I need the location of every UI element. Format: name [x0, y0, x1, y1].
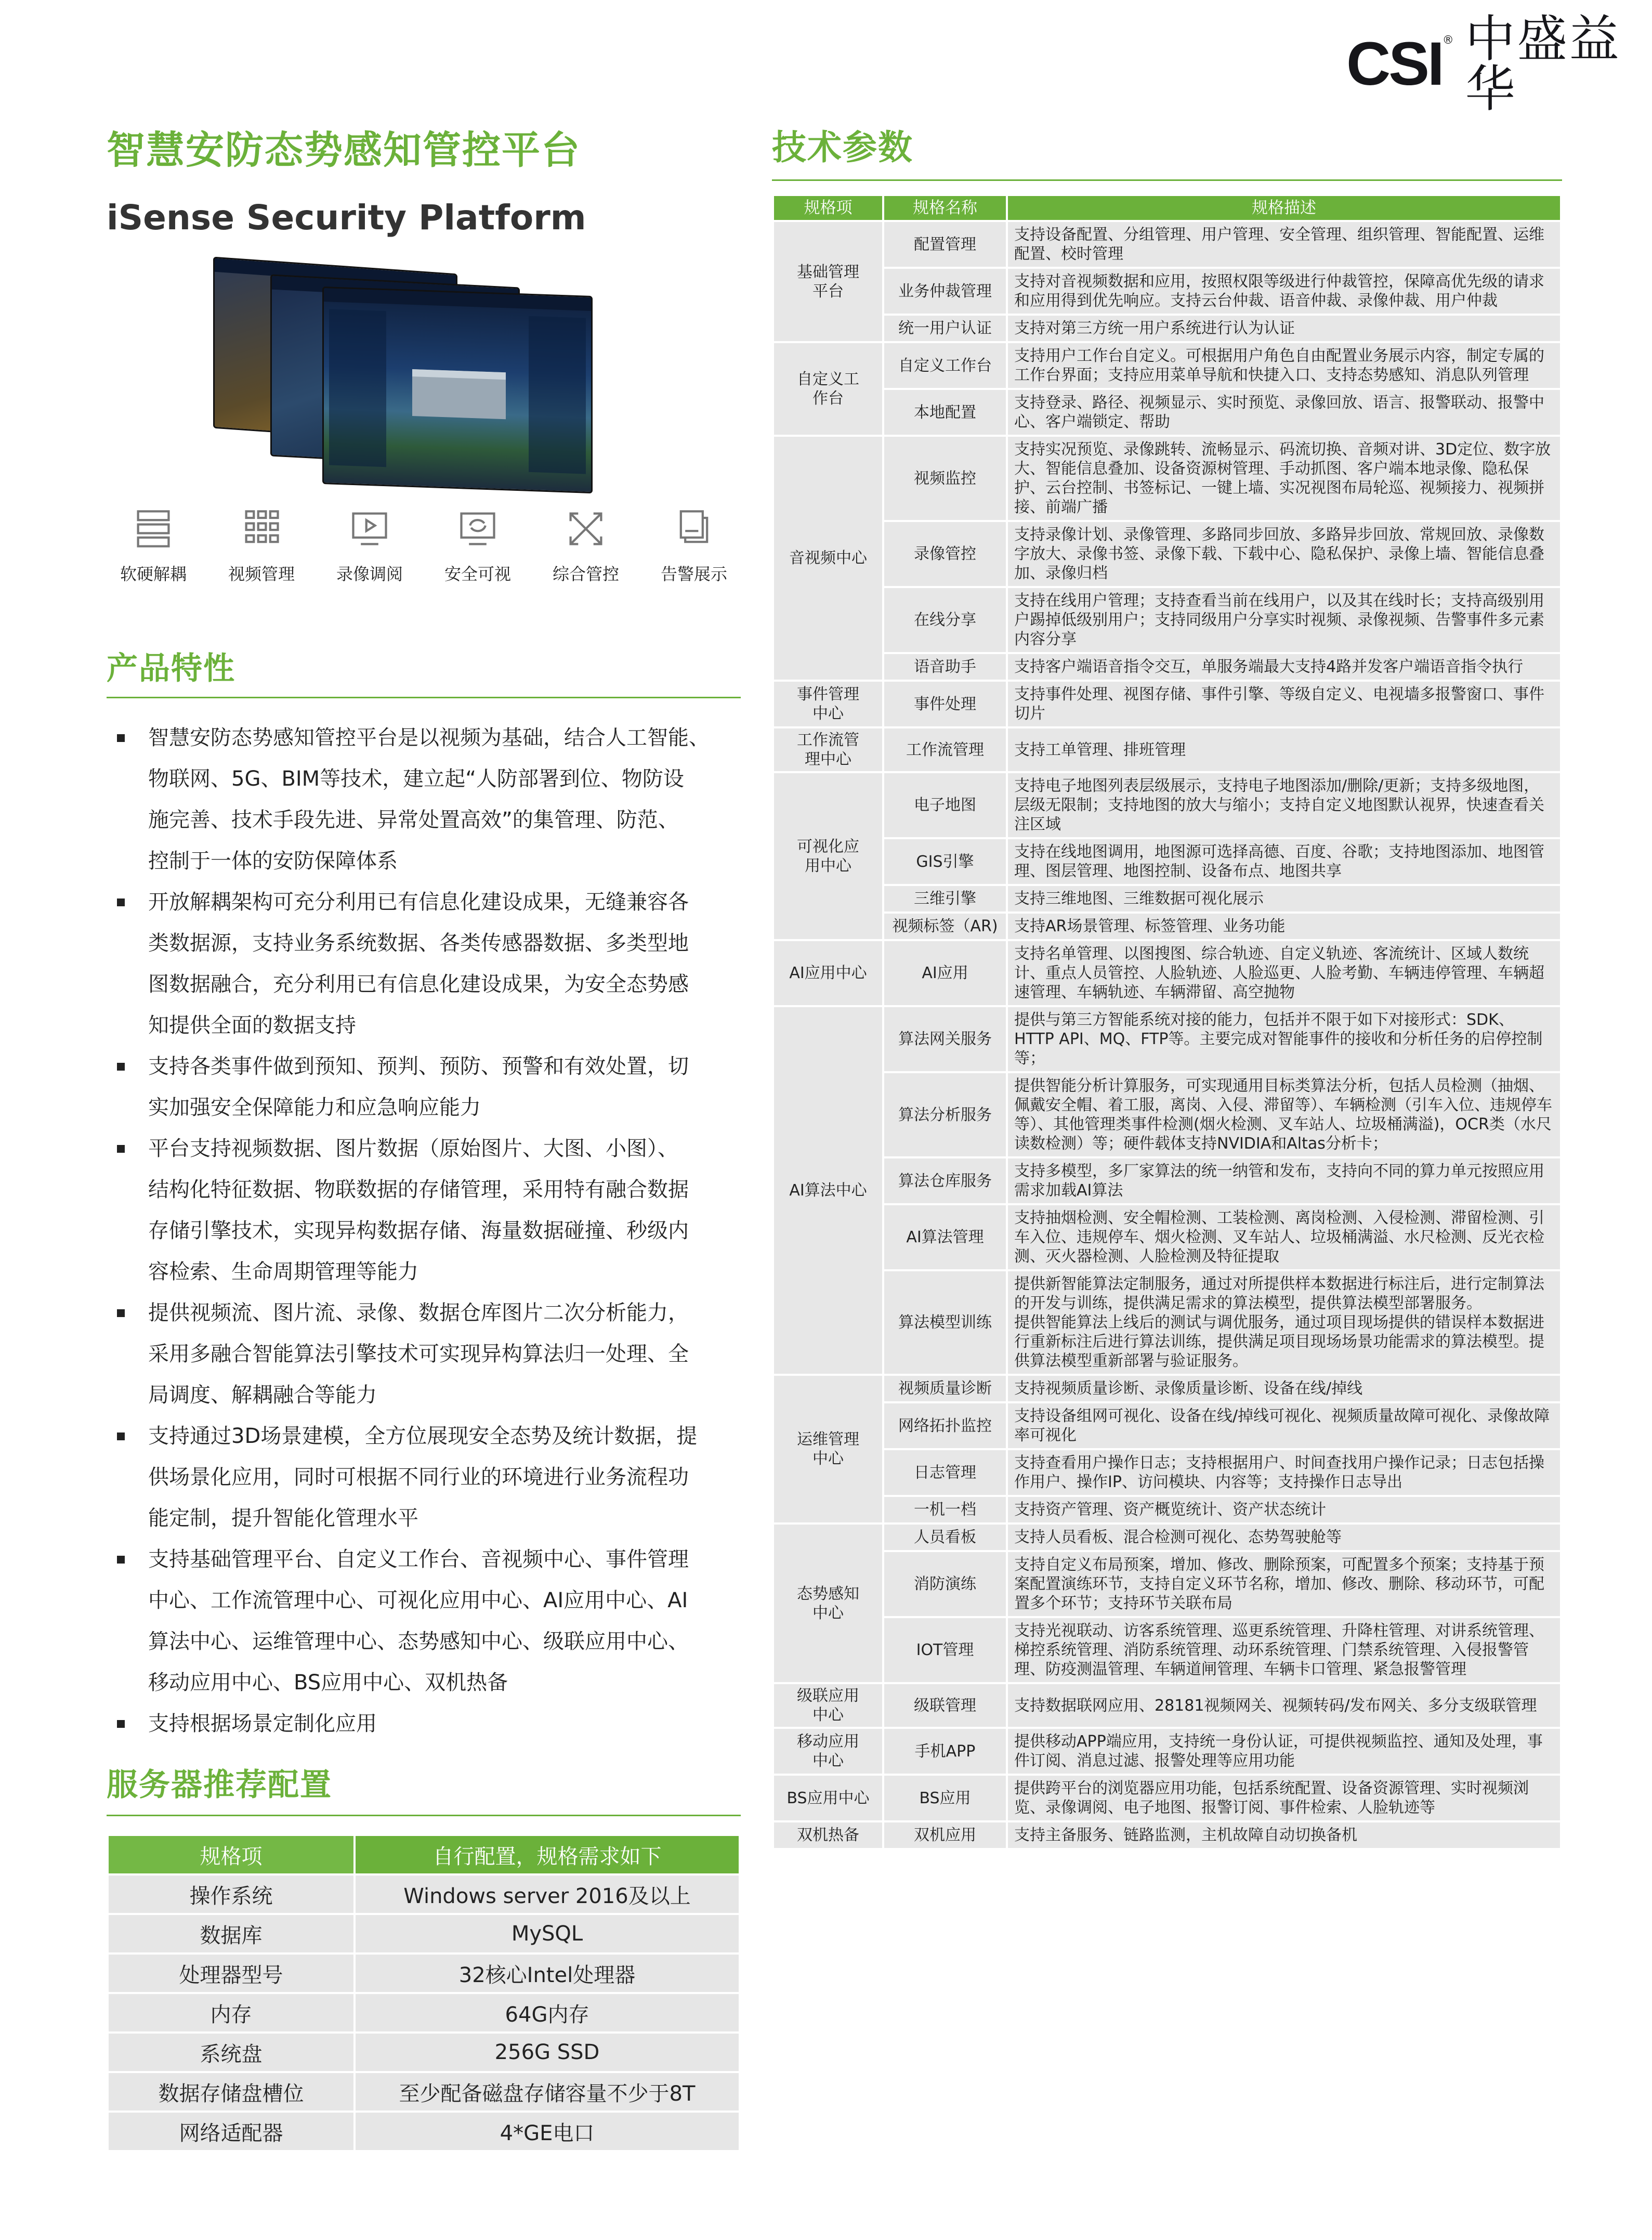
spec-desc-cell: 支持自定义布局预案，增加、修改、删除预案，可配置多个预案；支持基于预案配置演练环节，支持自定义环节名称，增加、修改、删除、移动环节，可配置多个环节；支持环节关联布局: [1007, 1551, 1561, 1617]
spec-key-cell: 操作系统: [108, 1874, 355, 1914]
spec-desc-cell: 支持人员看板、混合检测可视化、态势驾驶舱等: [1007, 1523, 1561, 1551]
feature-bullet: 支持通过3D场景建模，全方位展现安全态势及统计数据，提: [107, 1416, 751, 1457]
tech-table-row: [773, 1072, 1561, 1157]
category-cell: 自定义工 作台: [773, 342, 883, 436]
spec-name-cell: 日志管理: [883, 1449, 1007, 1496]
feature-item: [107, 507, 200, 585]
tech-table-row: [773, 1728, 1561, 1775]
category-cell: BS应用中心: [773, 1775, 883, 1821]
spec-key-cell: 系统盘: [108, 2033, 355, 2072]
tech-header-cell: 规格描述: [1007, 195, 1561, 221]
grid-dots-icon: [240, 507, 283, 551]
spec-desc-cell: 提供新智能算法定制服务，通过对所提供样本数据进行标注后，进行定制算法的开发与训练，提供满足需求的算法模型，提供算法模型部署服务。 提供智能算法上线后的测试与调优服务，通过项目现场提供的错误样本数据进行重新标注后进行算法训练，提供满足项目现场场景功能需求的算法模型。提供算法模型重新部署与验证服务。: [1007, 1270, 1561, 1375]
spec-name-cell: 自定义工作台: [883, 342, 1007, 389]
logo-mark: CSI: [1346, 30, 1443, 98]
tech-table-row: [773, 1775, 1561, 1821]
feature-bullet: 支持根据场景定制化应用: [107, 1703, 751, 1744]
tech-table-row: [773, 1821, 1561, 1849]
tech-table-row: [773, 1270, 1561, 1375]
feature-item: [215, 507, 308, 585]
feature-line: 图数据融合，充分利用已有信息化建设成果，为安全态势感: [148, 972, 689, 996]
monitor-refresh-icon: [456, 507, 500, 551]
spec-desc-cell: 支持设备配置、分组管理、用户管理、安全管理、组织管理、智能配置、运维配置、校时管理: [1007, 221, 1561, 268]
spec-name-cell: 手机APP: [883, 1728, 1007, 1775]
spec-name-cell: 配置管理: [883, 221, 1007, 268]
spec-desc-cell: 支持光视联动、访客系统管理、巡更系统管理、升降柱管理、对讲系统管理、梯控系统管理、消防系统管理、动环系统管理、门禁系统管理、入侵报警管理、防疫测温管理、车辆道闸管理、车辆卡口管理、紧急报警管理: [1007, 1617, 1561, 1683]
spec-name-cell: 一机一档: [883, 1496, 1007, 1523]
spec-value-cell: 至少配备磁盘存储容量不少于8T: [355, 2072, 740, 2112]
spec-value-cell: 32核心Intel处理器: [355, 1954, 740, 1993]
spec-desc-cell: 支持电子地图列表层级展示，支持电子地图添加/删除/更新；支持多级地图，层级无限制；支持地图的放大与缩小；支持自定义地图默认视界，快速查看关注区域: [1007, 772, 1561, 838]
product-screenshot-image: [208, 260, 613, 499]
category-cell: 级联应用 中心: [773, 1683, 883, 1728]
tech-table-row: [773, 1523, 1561, 1551]
arrows-cross-icon: [564, 507, 608, 551]
spec-value-cell: Windows server 2016及以上: [355, 1874, 740, 1914]
spec-name-cell: BS应用: [883, 1775, 1007, 1821]
spec-desc-cell: 支持登录、路径、视频显示、实时预览、录像回放、语言、报警联动、报警中心、客户端锁定、帮助: [1007, 389, 1561, 436]
spec-key-cell: 处理器型号: [108, 1954, 355, 1993]
spec-name-cell: 语音助手: [883, 653, 1007, 681]
feature-label: 录像调阅: [336, 564, 403, 584]
tech-table-row: [773, 221, 1561, 268]
feature-line: 能定制，提升智能化管理水平: [148, 1506, 418, 1530]
spec-key-cell: 网络适配器: [108, 2112, 355, 2151]
tech-table-row: [773, 1496, 1561, 1523]
feature-line: 结构化特征数据、物联数据的存储管理，采用特有融合数据: [148, 1178, 689, 1202]
spec-name-cell: 统一用户认证: [883, 315, 1007, 342]
spec-desc-cell: 支持设备组网可视化、设备在线/掉线可视化、视频质量故障可视化、录像故障率可视化: [1007, 1402, 1561, 1449]
section-divider: [107, 1815, 741, 1816]
spec-desc-cell: 支持资产管理、资产概览统计、资产状态统计: [1007, 1496, 1561, 1523]
spec-desc-cell: 支持对第三方统一用户系统进行认为认证: [1007, 315, 1561, 342]
logo-name: 中盛益华: [1465, 10, 1621, 118]
spec-name-cell: 视频监控: [883, 436, 1007, 521]
tech-table-row: [773, 885, 1561, 913]
server-stack-icon: [132, 507, 175, 551]
feature-bullet: 平台支持视频数据、图片数据（原始图片、大图、小图）、: [107, 1128, 751, 1169]
feature-line: 施完善、技术手段先进、异常处置高效”的集管理、防范、: [148, 808, 679, 832]
layers-icon: [672, 507, 716, 551]
spec-key-cell: 数据存储盘槽位: [108, 2072, 355, 2112]
feature-item: [323, 507, 416, 585]
spec-name-cell: 录像管控: [883, 521, 1007, 587]
spec-desc-cell: 支持事件处理、视图存储、事件引擎、等级自定义、电视墙多报警窗口、事件切片: [1007, 681, 1561, 727]
page-subtitle: iSense Security Platform: [107, 198, 586, 238]
tech-table-row: [773, 653, 1561, 681]
spec-value-cell: 256G SSD: [355, 2033, 740, 2072]
video-play-icon: [348, 507, 391, 551]
tech-table-row: [773, 342, 1561, 389]
tech-header-cell: 规格名称: [883, 195, 1007, 221]
feature-line: 局调度、解耦融合等能力: [148, 1383, 377, 1407]
spec-desc-cell: 支持查看用户操作日志；支持根据用户、时间查找用户操作记录；日志包括操作用户、操作IP、访问模块、内容等；支持操作日志导出: [1007, 1449, 1561, 1496]
tech-table-row: [773, 838, 1561, 885]
feature-line: 物联网、5G、BIM等技术，建立起“人防部署到位、物防设: [148, 767, 684, 791]
feature-line: 算法中心、运维管理中心、态势感知中心、级联应用中心、: [148, 1630, 689, 1653]
feature-label: 软硬解耦: [120, 564, 187, 584]
spec-name-cell: AI算法管理: [883, 1204, 1007, 1270]
tech-table-row: [773, 1683, 1561, 1728]
section-divider: [107, 697, 741, 698]
tech-table-row: [773, 315, 1561, 342]
spec-value-cell: 64G内存: [355, 1993, 740, 2033]
spec-value-cell: MySQL: [355, 1914, 740, 1954]
category-cell: 态势感知 中心: [773, 1523, 883, 1683]
tech-table-row: [773, 389, 1561, 436]
category-cell: AI算法中心: [773, 1006, 883, 1375]
tech-specs-title: 技术参数: [772, 127, 913, 167]
tech-table-row: [773, 727, 1561, 772]
spec-desc-cell: 支持实况预览、录像跳转、流畅显示、码流切换、音频对讲、3D定位、数字放大、智能信息叠加、设备资源树管理、手动抓图、客户端本地录像、隐私保护、云台控制、书签标记、一键上墙、实况视图布局轮巡、视频接力、视频拼接、前端广播: [1007, 436, 1561, 521]
spec-name-cell: 双机应用: [883, 1821, 1007, 1849]
spec-name-cell: 算法模型训练: [883, 1270, 1007, 1375]
feature-line: 类数据源，支持业务系统数据、各类传感器数据、多类型地: [148, 931, 689, 955]
tech-table-row: [773, 1402, 1561, 1449]
spec-desc-cell: 支持在线地图调用，地图源可选择高德、百度、谷歌；支持地图添加、地图管理、图层管理、地图控制、设备布点、地图共享: [1007, 838, 1561, 885]
product-features-title: 产品特性: [107, 650, 235, 687]
feature-bullet: 支持基础管理平台、自定义工作台、音视频中心、事件管理: [107, 1539, 751, 1580]
brand-logo: [1346, 10, 1652, 118]
spec-desc-cell: 支持在线用户管理；支持查看当前在线用户，以及其在线时长；支持高级别用户踢掉低级别用户；支持同级用户分享实时视频、录像视频、告警事件多元素内容分享: [1007, 587, 1561, 653]
tech-table-header: [773, 195, 1561, 221]
spec-desc-cell: 支持三维地图、三维数据可视化展示: [1007, 885, 1561, 913]
feature-bullet: 提供视频流、图片流、录像、数据仓库图片二次分析能力，: [107, 1293, 751, 1334]
tech-specs-table: [772, 194, 1562, 1850]
spec-desc-cell: 支持抽烟检测、安全帽检测、工装检测、离岗检测、入侵检测、滞留检测、引车入位、违规停车、烟火检测、叉车站人、垃圾桶满溢、水尺检测、反光衣检测、灭火器检测、人脸检测及特征提取: [1007, 1204, 1561, 1270]
feature-line: 存储引擎技术，实现异构数据存储、海量数据碰撞、秒级内: [148, 1219, 689, 1243]
feature-item: [431, 507, 525, 585]
spec-name-cell: 三维引擎: [883, 885, 1007, 913]
spec-name-cell: GIS引擎: [883, 838, 1007, 885]
spec-name-cell: 消防演练: [883, 1551, 1007, 1617]
feature-line: 移动应用中心、BS应用中心、双机热备: [148, 1671, 508, 1695]
category-cell: 移动应用 中心: [773, 1728, 883, 1775]
tech-table-row: [773, 1551, 1561, 1617]
server-table-row: [108, 2033, 740, 2072]
tech-table-row: [773, 940, 1561, 1006]
spec-name-cell: AI应用: [883, 940, 1007, 1006]
spec-desc-cell: 支持对音视频数据和应用，按照权限等级进行仲裁管控，保障高优先级的请求和应用得到优先响应。支持云台仲裁、语音仲裁、录像仲裁、用户仲裁: [1007, 268, 1561, 315]
spec-name-cell: 工作流管理: [883, 727, 1007, 772]
tech-table-row: [773, 436, 1561, 521]
spec-name-cell: 视频质量诊断: [883, 1375, 1007, 1402]
feature-label: 安全可视: [444, 564, 511, 584]
feature-line: 容检索、生命周期管理等能力: [148, 1260, 418, 1284]
spec-name-cell: IOT管理: [883, 1617, 1007, 1683]
server-config-table: [107, 1834, 741, 2152]
feature-line: 知提供全面的数据支持: [148, 1013, 356, 1037]
server-table-row: [108, 1954, 740, 1993]
feature-bullet: 支持各类事件做到预知、预判、预防、预警和有效处置，切: [107, 1046, 751, 1087]
tech-table-row: [773, 587, 1561, 653]
spec-name-cell: 算法网关服务: [883, 1006, 1007, 1072]
feature-line: 供场景化应用，同时可根据不同行业的环境进行业务流程功: [148, 1465, 689, 1489]
spec-name-cell: 算法分析服务: [883, 1072, 1007, 1157]
feature-item: [539, 507, 633, 585]
feature-line: 控制于一体的安防保障体系: [148, 849, 398, 873]
feature-line: 中心、工作流管理中心、可视化应用中心、AI应用中心、AI: [148, 1588, 688, 1612]
server-table-header: [108, 1835, 740, 1874]
spec-value-cell: 4*GE电口: [355, 2112, 740, 2151]
category-cell: 运维管理 中心: [773, 1375, 883, 1523]
spec-name-cell: 电子地图: [883, 772, 1007, 838]
feature-label: 综合管控: [552, 564, 619, 584]
spec-desc-cell: 支持客户端语音指令交互，单服务端最大支持4路并发客户端语音指令执行: [1007, 653, 1561, 681]
tech-table-row: [773, 913, 1561, 940]
spec-name-cell: 算法仓库服务: [883, 1157, 1007, 1204]
category-cell: 双机热备: [773, 1821, 883, 1849]
spec-desc-cell: 支持主备服务、链路监测，主机故障自动切换备机: [1007, 1821, 1561, 1849]
feature-item: [647, 507, 741, 585]
spec-desc-cell: 支持录像计划、录像管理、多路同步回放、多路异步回放、常规回放、录像数字放大、录像书签、录像下载、下载中心、隐私保护、录像上墙、智能信息叠加、录像归档: [1007, 521, 1561, 587]
server-table-row: [108, 2112, 740, 2151]
spec-name-cell: 网络拓扑监控: [883, 1402, 1007, 1449]
spec-desc-cell: 支持工单管理、排班管理: [1007, 727, 1561, 772]
tech-header-cell: 规格项: [773, 195, 883, 221]
spec-desc-cell: 支持AR场景管理、标签管理、业务功能: [1007, 913, 1561, 940]
server-table-row: [108, 1993, 740, 2033]
spec-name-cell: 业务仲裁管理: [883, 268, 1007, 315]
tech-table-row: [773, 1617, 1561, 1683]
server-table-row: [108, 1914, 740, 1954]
feature-bullet: 开放解耦架构可充分利用已有信息化建设成果，无缝兼容各: [107, 882, 751, 923]
tech-table-row: [773, 1006, 1561, 1072]
tech-table-row: [773, 1375, 1561, 1402]
tech-table-row: [773, 268, 1561, 315]
section-divider: [772, 179, 1562, 181]
tech-table-row: [773, 521, 1561, 587]
spec-name-cell: 视频标签（AR): [883, 913, 1007, 940]
feature-line: 实加强安全保障能力和应急响应能力: [148, 1096, 481, 1119]
spec-desc-cell: 提供跨平台的浏览器应用功能，包括系统配置、设备资源管理、实时视频浏览、录像调阅、电子地图、报警订阅、事件检索、人脸轨迹等: [1007, 1775, 1561, 1821]
spec-key-cell: 数据库: [108, 1914, 355, 1954]
server-table-row: [108, 2072, 740, 2112]
feature-label: 视频管理: [228, 564, 295, 584]
spec-desc-cell: 提供与第三方智能系统对接的能力，包括并不限于如下对接形式：SDK、HTTP API、MQ、FTP等。主要完成对智能事件的接收和分析任务的启停控制等；: [1007, 1006, 1561, 1072]
server-table-row: [108, 1874, 740, 1914]
page-title: 智慧安防态势感知管控平台: [107, 128, 581, 173]
category-cell: 工作流管 理中心: [773, 727, 883, 772]
server-header-cell: 规格项: [108, 1835, 355, 1874]
spec-key-cell: 内存: [108, 1993, 355, 2033]
feature-bullet: 智慧安防态势感知管控平台是以视频为基础，结合人工智能、: [107, 718, 751, 759]
category-cell: 可视化应 用中心: [773, 772, 883, 940]
spec-desc-cell: 提供移动APP端应用，支持统一身份认证，可提供视频监控、通知及处理，事件订阅、消息过滤、报警处理等应用功能: [1007, 1728, 1561, 1775]
spec-name-cell: 事件处理: [883, 681, 1007, 727]
product-features-list: [107, 718, 751, 1744]
tech-table-row: [773, 772, 1561, 838]
tech-table-row: [773, 1157, 1561, 1204]
spec-desc-cell: 支持多模型，多厂家算法的统一纳管和发布，支持向不同的算力单元按照应用需求加载AI算法: [1007, 1157, 1561, 1204]
screen-front: [322, 286, 593, 493]
server-config-title: 服务器推荐配置: [107, 1767, 332, 1803]
feature-label: 告警展示: [660, 564, 727, 584]
category-cell: 基础管理 平台: [773, 221, 883, 342]
spec-desc-cell: 支持名单管理、以图搜图、综合轨迹、自定义轨迹、客流统计、区域人数统计、重点人员管控、人脸轨迹、人脸巡更、人脸考勤、车辆违停管理、车辆超速管理、车辆轨迹、车辆滞留、高空抛物: [1007, 940, 1561, 1006]
spec-name-cell: 在线分享: [883, 587, 1007, 653]
feature-line: 采用多融合智能算法引擎技术可实现异构算法归一处理、全: [148, 1342, 689, 1366]
spec-name-cell: 级联管理: [883, 1683, 1007, 1728]
category-cell: AI应用中心: [773, 940, 883, 1006]
tech-table-row: [773, 681, 1561, 727]
registered-mark: ®: [1442, 33, 1454, 47]
tech-table-row: [773, 1449, 1561, 1496]
feature-icon-row: [107, 507, 741, 585]
spec-desc-cell: 支持用户工作台自定义。可根据用户角色自由配置业务展示内容，制定专属的工作台界面；支持应用菜单导航和快捷入口、支持态势感知、消息队列管理: [1007, 342, 1561, 389]
spec-name-cell: 本地配置: [883, 389, 1007, 436]
category-cell: 事件管理 中心: [773, 681, 883, 727]
spec-desc-cell: 提供智能分析计算服务，可实现通用目标类算法分析，包括人员检测（抽烟、佩戴安全帽、着工服，离岗、入侵、滞留等）、车辆检测（引车入位、违规停车等）、其他管理类事件检测(烟火检测、叉车站人、垃圾桶满溢)，OCR类（水尺读数检测）等；硬件载体支持NVIDIA和Altas分析卡；: [1007, 1072, 1561, 1157]
category-cell: 音视频中心: [773, 436, 883, 681]
server-header-cell: 自行配置，规格需求如下: [355, 1835, 740, 1874]
spec-desc-cell: 支持视频质量诊断、录像质量诊断、设备在线/掉线: [1007, 1375, 1561, 1402]
spec-desc-cell: 支持数据联网应用、28181视频网关、视频转码/发布网关、多分支级联管理: [1007, 1683, 1561, 1728]
spec-name-cell: 人员看板: [883, 1523, 1007, 1551]
tech-table-row: [773, 1204, 1561, 1270]
